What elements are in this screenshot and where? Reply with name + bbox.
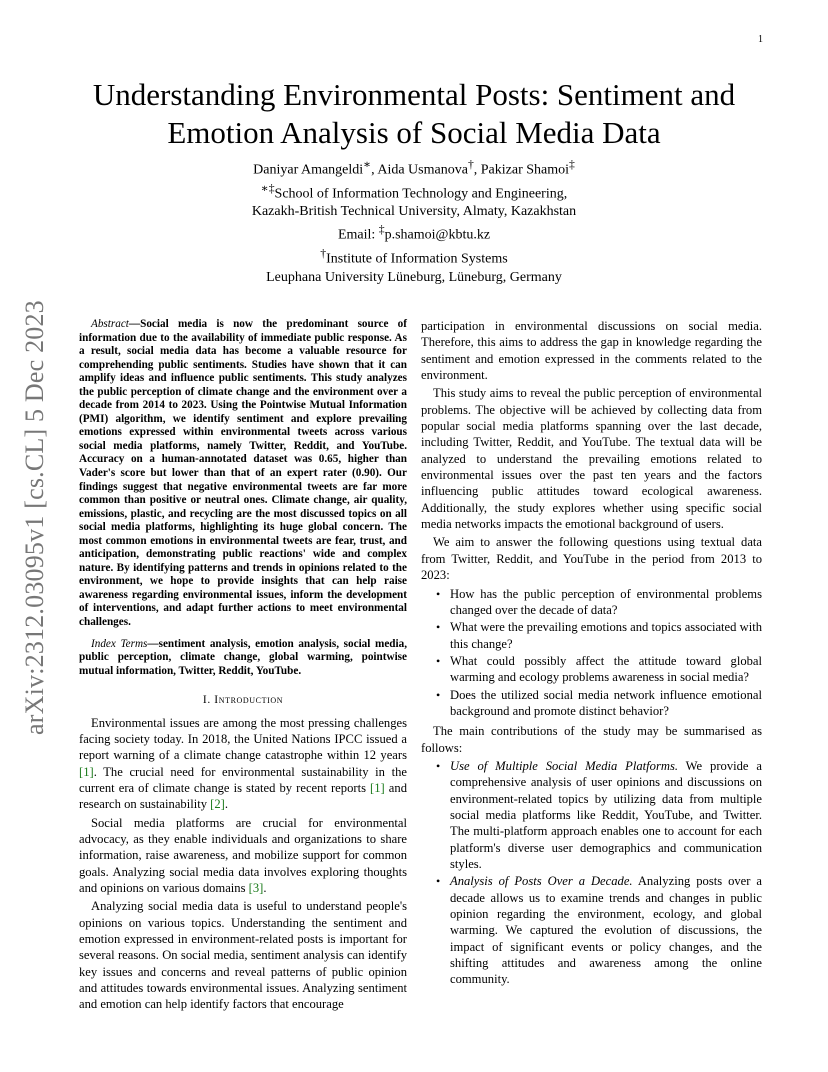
- affiliation-2: †Institute of Information Systems: [320, 246, 508, 267]
- title-line-1: Understanding Environmental Posts: Sentiment and: [92, 77, 736, 112]
- contribution-title: Use of Multiple Social Media Platforms.: [450, 758, 679, 773]
- intro-paragraph-6: The main contributions of the study may be summarised as follows:: [421, 724, 762, 755]
- arxiv-stamp[interactable]: arXiv:2312.03095v1 [cs.CL] 5 Dec 2023: [20, 300, 49, 736]
- contributions-list: [421, 758, 762, 988]
- abstract: [79, 318, 407, 630]
- citation-link[interactable]: [2]: [210, 797, 225, 812]
- intro-paragraph-4: This study aims to reveal the public perception of environmental problems. The objective will be achieved by collecting data from popular social media platforms spanning over the last decade, including Twitter, Reddit, and YouTube. The textual data will be analyzed to understand the prevailing emotions related to environmental issues over the past ten years and the factors influencing public attitudes toward ecological awareness. Additionally, the study explores whether using specific social media networks impacts the emotional background of users.: [421, 386, 762, 532]
- email-link[interactable]: p.shamoi@kbtu.kz: [384, 227, 491, 243]
- citation-link[interactable]: [3]: [248, 881, 264, 895]
- index-terms-text: —sentiment analysis, emotion analysis, social media, public perception, climate change, global warming, pointwise mutual information, Twitter, Reddit, YouTube.: [79, 637, 408, 677]
- list-item: • What were the prevailing emotions and topics associated with this change?: [450, 619, 762, 652]
- abstract-text: —Social media is now the predominant source of information due to the availability of immediate public response. As a result, social media data has become a valuable resource for comprehending public sentiments. Studies have shown that it can amplify ideas and influence public sentiments. This study analyzes the public perception of climate change and the environment over a decade from 2014 to 2023. Using the Pointwise Mutual Information (PMI) algorithm, we identify sentiment and explore prevailing emotions expressed within environmental tweets across various social media platforms, namely Twitter, Reddit, and YouTube. Accuracy on a human-annotated dataset was 0.65, higher than Vader's score but lower than that of an expert rater (0.90). Our findings suggest that negative environmental tweets are far more common than positive or neutral ones. Climate change, air quality, emissions, plastic, and recycling are the most discussed topics on all social media platforms, highlighting its huge global concern. The most common emotions in environmental tweets are fear, trust, and anticipation, demonstrating public reactions' wide and complex nature. By identifying patterns and trends in opinions related to the environment, we hope to provide insights that can help raise awareness regarding environmental issues, inform the development of interventions, and adapt further actions to meet environmental challenges.: [79, 318, 407, 629]
- intro-paragraph-2: Social media platforms are crucial for environmental advocacy, as they enable individuals and organizations to share information, raise awareness, and mobilize support for common goals. Analyzing social media data involves exploring thoughts and opinions on various domains [3].: [79, 815, 407, 895]
- affiliation-1: ∗‡School of Information Technology and Engineering,: [260, 181, 568, 202]
- intro-paragraph-3-continued: participation in environmental discussions on social media. Therefore, this aims to address the gap in knowledge regarding the sentiment and emotion expressed in the comments related to the environment.: [421, 319, 762, 383]
- page-number: 1: [758, 34, 763, 45]
- intro-paragraph-3: Analyzing social media data is useful to understand people's opinions on various topics. Understanding the sentiment and emotion expressed in environment-related posts is important for several reasons. On social media, sentiment analysis can identify key issues and concerns and reveal patterns of public opinion and attitudes towards environmental issues. Analyzing sentiment and emotion can help identify factors that encourage: [79, 899, 407, 1012]
- left-column: [79, 318, 407, 1015]
- list-item: • Analysis of Posts Over a Decade. Analyzing posts over a decade allows us to examine trends and changes in public opinion regarding the environment, ecology, and global warming. We captured the evolution of discussions, the impact of significant events or policy changes, and the shifting attitudes and awareness among the online community.: [450, 873, 762, 987]
- citation-link[interactable]: [1]: [79, 764, 94, 779]
- author-block: [164, 156, 664, 287]
- affiliation-1-location: Kazakh-British Technical University, Almaty, Kazakhstan: [251, 204, 577, 220]
- intro-paragraph-5: We aim to answer the following questions using textual data from Twitter, Reddit, and YouTube in the period from 2013 to 2023:: [421, 535, 762, 583]
- right-column: [421, 318, 762, 992]
- section-heading-introduction: I. Introduction: [202, 694, 284, 707]
- affiliation-2-location: Leuphana University Lüneburg, Lüneburg, Germany: [266, 269, 562, 285]
- list-item: • Does the utilized social media network influence emotional background and promote distinct behavior?: [450, 687, 762, 720]
- index-terms-label: Index Terms: [91, 637, 148, 650]
- title-line-2: Emotion Analysis of Social Media Data: [167, 115, 661, 150]
- research-questions-list: [421, 586, 762, 720]
- list-item: • Use of Multiple Social Media Platforms. We provide a comprehensive analysis of user opinions and discussions on environment-related topics by utilizing data from multiple social media platforms like Reddit, YouTube, and Twitter. The multi-platform approach enables one to account for each platform's diverse user demographics and communication styles.: [450, 758, 762, 872]
- contribution-title: Analysis of Posts Over a Decade.: [450, 874, 633, 889]
- intro-paragraph-1: Environmental issues are among the most pressing challenges facing society today. In 2018, the United Nations IPCC issued a report warning of a climate change catastrophe within 12 years [1]. The crucial need for environmental sustainability in the current era of climate change is stated by recent reports [1] and research on sustainability [2].: [79, 715, 407, 812]
- paper-title: [60, 76, 768, 152]
- index-terms: [79, 638, 407, 679]
- list-item: • How has the public perception of environmental problems changed over the decade of data?: [450, 586, 762, 619]
- list-item: • What could possibly affect the attitude toward global warming and ecology problems awareness in social media?: [450, 653, 762, 686]
- abstract-label: Abstract: [91, 318, 129, 330]
- citation-link[interactable]: [1]: [370, 780, 385, 795]
- author-names: Daniyar Amangeldi∗, Aida Usmanova†, Pakizar Shamoi‡: [253, 158, 575, 178]
- email-line: Email: ‡p.shamoi@kbtu.kz: [337, 223, 491, 243]
